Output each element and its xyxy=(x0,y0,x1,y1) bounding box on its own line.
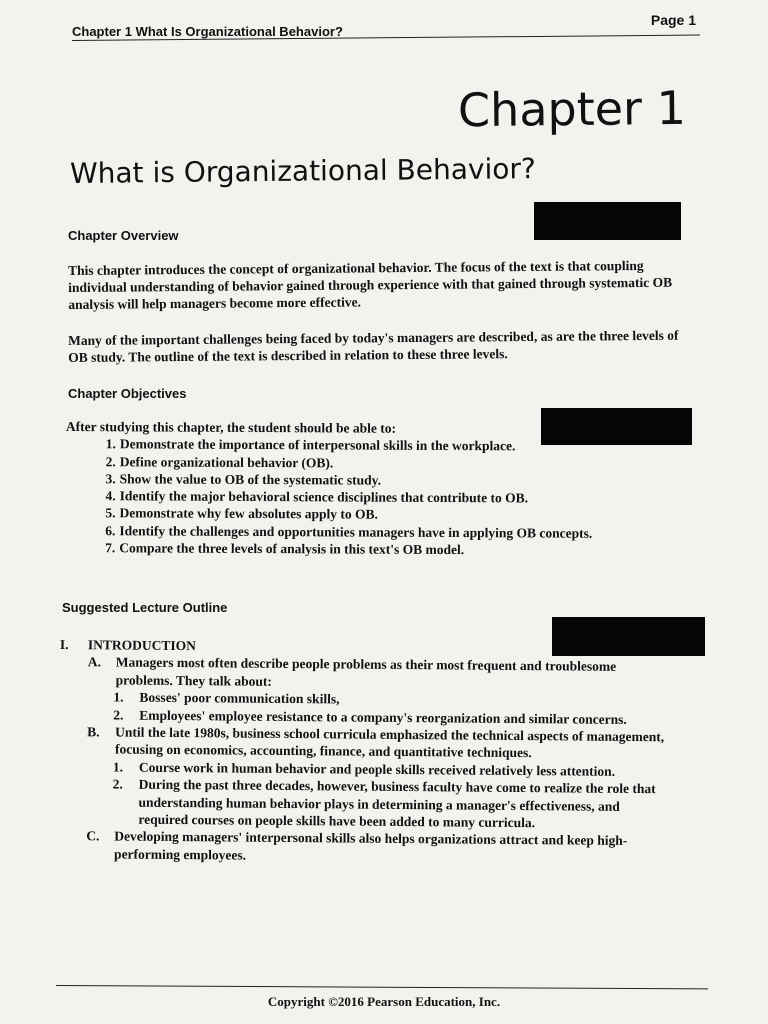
outline-item xyxy=(60,653,710,693)
list-number: 1. xyxy=(105,436,116,452)
objectives-block xyxy=(65,418,706,560)
outline-subitem xyxy=(58,775,708,833)
running-header-page: Page 1 xyxy=(650,12,696,28)
outline-text: Bosses' poor communication skills, xyxy=(139,689,340,707)
outline-text: Course work in human behavior and people skills received relatively less attention. xyxy=(138,759,616,779)
list-number: 5. xyxy=(105,505,116,521)
copyright-footer: Copyright ©2016 Pearson Education, Inc. xyxy=(267,994,501,1009)
list-number: 7. xyxy=(105,540,116,556)
outline-marker: 2. xyxy=(112,776,123,792)
overview-text: Many of the important challenges being faced by today's managers are described, as are the three levels of OB study. The outline of the text is described in relation to these three levels. xyxy=(68,327,679,365)
overview-text: This chapter introduces the concept of organizational behavior. The focus of the text is that coupling individual understanding of behavior gained through experience with that gained through systematic OB analysis will help managers become more effective. xyxy=(68,257,673,312)
list-text: Compare the three levels of analysis in this text's OB model. xyxy=(119,540,465,558)
outline-marker: B. xyxy=(87,724,100,740)
outline-text: During the past three decades, however, business faculty have come to realize the role that understanding human behavior plays in determining a manager's effectiveness, and required courses on people skills have been added to many curricula. xyxy=(138,776,656,831)
chapter-title: What is Organizational Behavior? xyxy=(69,152,536,190)
list-text: Show the value to OB of the systematic study. xyxy=(119,471,382,488)
outline-heading: Suggested Lecture Outline xyxy=(62,600,228,615)
outline-item xyxy=(58,827,708,867)
list-item xyxy=(65,539,705,560)
running-header xyxy=(72,12,702,46)
outline-text: Developing managers' interpersonal skills also helps organizations attract and keep high-performing employees. xyxy=(114,828,628,863)
outline-marker: I. xyxy=(59,636,69,653)
list-text: Define organizational behavior (OB). xyxy=(119,453,334,470)
footer-rule xyxy=(56,985,708,989)
outline-marker: 1. xyxy=(113,689,124,705)
outline-text: Until the late 1980s, business school curricula emphasized the technical aspects of management, focusing on economics, accounting, finance, and quantitative techniques. xyxy=(114,724,665,761)
overview-heading: Chapter Overview xyxy=(68,228,179,243)
list-text: Identify the challenges and opportunities managers have in applying OB concepts. xyxy=(119,523,593,541)
objectives-intro: After studying this chapter, the student should be able to: xyxy=(65,419,397,436)
outline-marker: 2. xyxy=(113,707,124,723)
overview-paragraph-1 xyxy=(68,257,696,313)
outline-marker: 1. xyxy=(112,759,124,775)
objectives-list xyxy=(65,435,706,559)
outline-marker: C. xyxy=(86,828,100,844)
running-header-title: Chapter 1 What Is Organizational Behavior? xyxy=(72,24,343,39)
outline-item xyxy=(59,723,709,763)
chapter-label: Chapter 1 xyxy=(457,80,687,138)
list-number: 3. xyxy=(105,471,116,487)
outline-text: Managers most often describe people problems as their most frequent and troublesome problems. They talk about: xyxy=(115,654,617,689)
list-number: 6. xyxy=(105,522,116,539)
outline-text: Employees' employee resistance to a company's reorganization and similar concerns. xyxy=(139,707,627,727)
outline-section-title: INTRODUCTION xyxy=(87,637,197,654)
outline-marker: A. xyxy=(87,654,101,670)
list-number: 2. xyxy=(105,453,116,469)
list-text: Identify the major behavioral science disciplines that contribute to OB. xyxy=(119,488,529,506)
objectives-heading: Chapter Objectives xyxy=(68,386,187,401)
list-text: Demonstrate the importance of interpersonal skills in the workplace. xyxy=(119,436,516,454)
list-number: 4. xyxy=(105,488,116,504)
overview-paragraph-2 xyxy=(68,327,696,366)
lecture-outline xyxy=(58,636,710,868)
list-text: Demonstrate why few absolutes apply to OB. xyxy=(119,505,378,523)
redaction-box xyxy=(534,202,681,240)
